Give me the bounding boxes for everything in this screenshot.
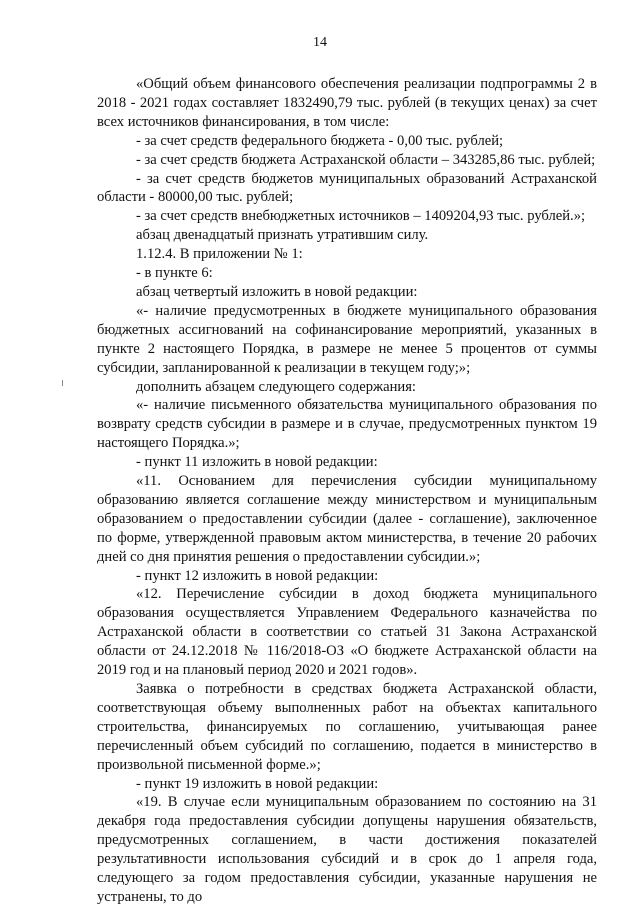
paragraph-item-12-header: - пункт 12 изложить в новой редакции: — [136, 567, 379, 584]
paragraph-item-11-header: - пункт 11 изложить в новой редакции: — [136, 454, 378, 471]
paragraph-item-19-text: «19. В случае если муниципальным образованием по состоянию на 31 декабря года предоставления субсидии допущены нарушения обязательств, предусмотренных соглашением, в части достижения показателей результативности использования субсидий и в срок до 1 апреля года, следующего за годом предоставления субсидии, указанные нарушения не устранены, то до — [97, 794, 597, 905]
paragraph-municipal-budgets: - за счет средств бюджетов муниципальных образований Астраханской области - 80000,00 тыс. рублей; — [97, 170, 597, 206]
paragraph-repeal-twelfth: абзац двенадцатый признать утратившим силу. — [136, 227, 429, 244]
margin-mark — [62, 380, 63, 386]
paragraph-item-6: - в пункте 6: — [136, 265, 213, 282]
paragraph-extrabudgetary: - за счет средств внебюджетных источников – 1409204,93 тыс. рублей.»; — [136, 208, 586, 225]
paragraph-federal-budget: - за счет средств федерального бюджета - 0,00 тыс. рублей; — [136, 132, 504, 149]
paragraph-application: Заявка о потребности в средствах бюджета Астраханской области, соответствующая объему выполненных работ на объектах капитального строительства, финансируемых по соглашению, учитывающая ранее перечисленный объем субсидий по соглашению, подается в министерство в произвольной письменной форме.»; — [97, 681, 597, 773]
document-body — [97, 75, 597, 907]
paragraph-item-11-text: «11. Основанием для перечисления субсидии муниципальному образованию является соглашение между министерством и муниципальным образованием о предоставлении субсидии (далее - соглашение), заключенное по форме, утвержденной правовым актом министерства, в течение 20 рабочих дней со дня принятия решения о предоставлении субсидии.»; — [97, 473, 597, 565]
paragraph-appendix-1: 1.12.4. В приложении № 1: — [136, 246, 303, 263]
paragraph-item-12-text: «12. Перечисление субсидии в доход бюджета муниципального образования осуществляется Управлением Федерального казначейства по Астраханской области в соответствии со статьей 31 Закона Астраханской области от 24.12.2018 № 116/2018-ОЗ «О бюджете Астраханской области на 2019 год и на плановый период 2020 и 2021 годов». — [97, 586, 597, 679]
page-number: 14 — [313, 35, 327, 50]
paragraph-funding-total: «Общий объем финансового обеспечения реализации подпрограммы 2 в 2018 - 2021 годах составляет 1832490,79 тыс. рублей (в текущих ценах) за счет всех источников финансирования, в том числе: — [97, 76, 597, 130]
paragraph-add-clause: дополнить абзацем следующего содержания: — [136, 378, 416, 395]
paragraph-cofinancing: «- наличие предусмотренных в бюджете муниципального образования бюджетных ассигнований на софинансирование мероприятий, указанных в пункте 2 настоящего Порядка, в размере не менее 5 процентов от суммы субсидии, запланированной к реализации в текущем году;»; — [97, 302, 597, 376]
paragraph-fourth-new-edition: абзац четвертый изложить в новой редакции: — [136, 283, 418, 300]
paragraph-return-obligation: «- наличие письменного обязательства муниципального образования по возврату средств субсидии в размере и в случае, предусмотренных пунктом 19 настоящего Порядка.»; — [97, 397, 597, 452]
paragraph-item-19-header: - пункт 19 изложить в новой редакции: — [136, 775, 379, 792]
paragraph-regional-budget: - за счет средств бюджета Астраханской области – 343285,86 тыс. рублей; — [136, 151, 596, 168]
